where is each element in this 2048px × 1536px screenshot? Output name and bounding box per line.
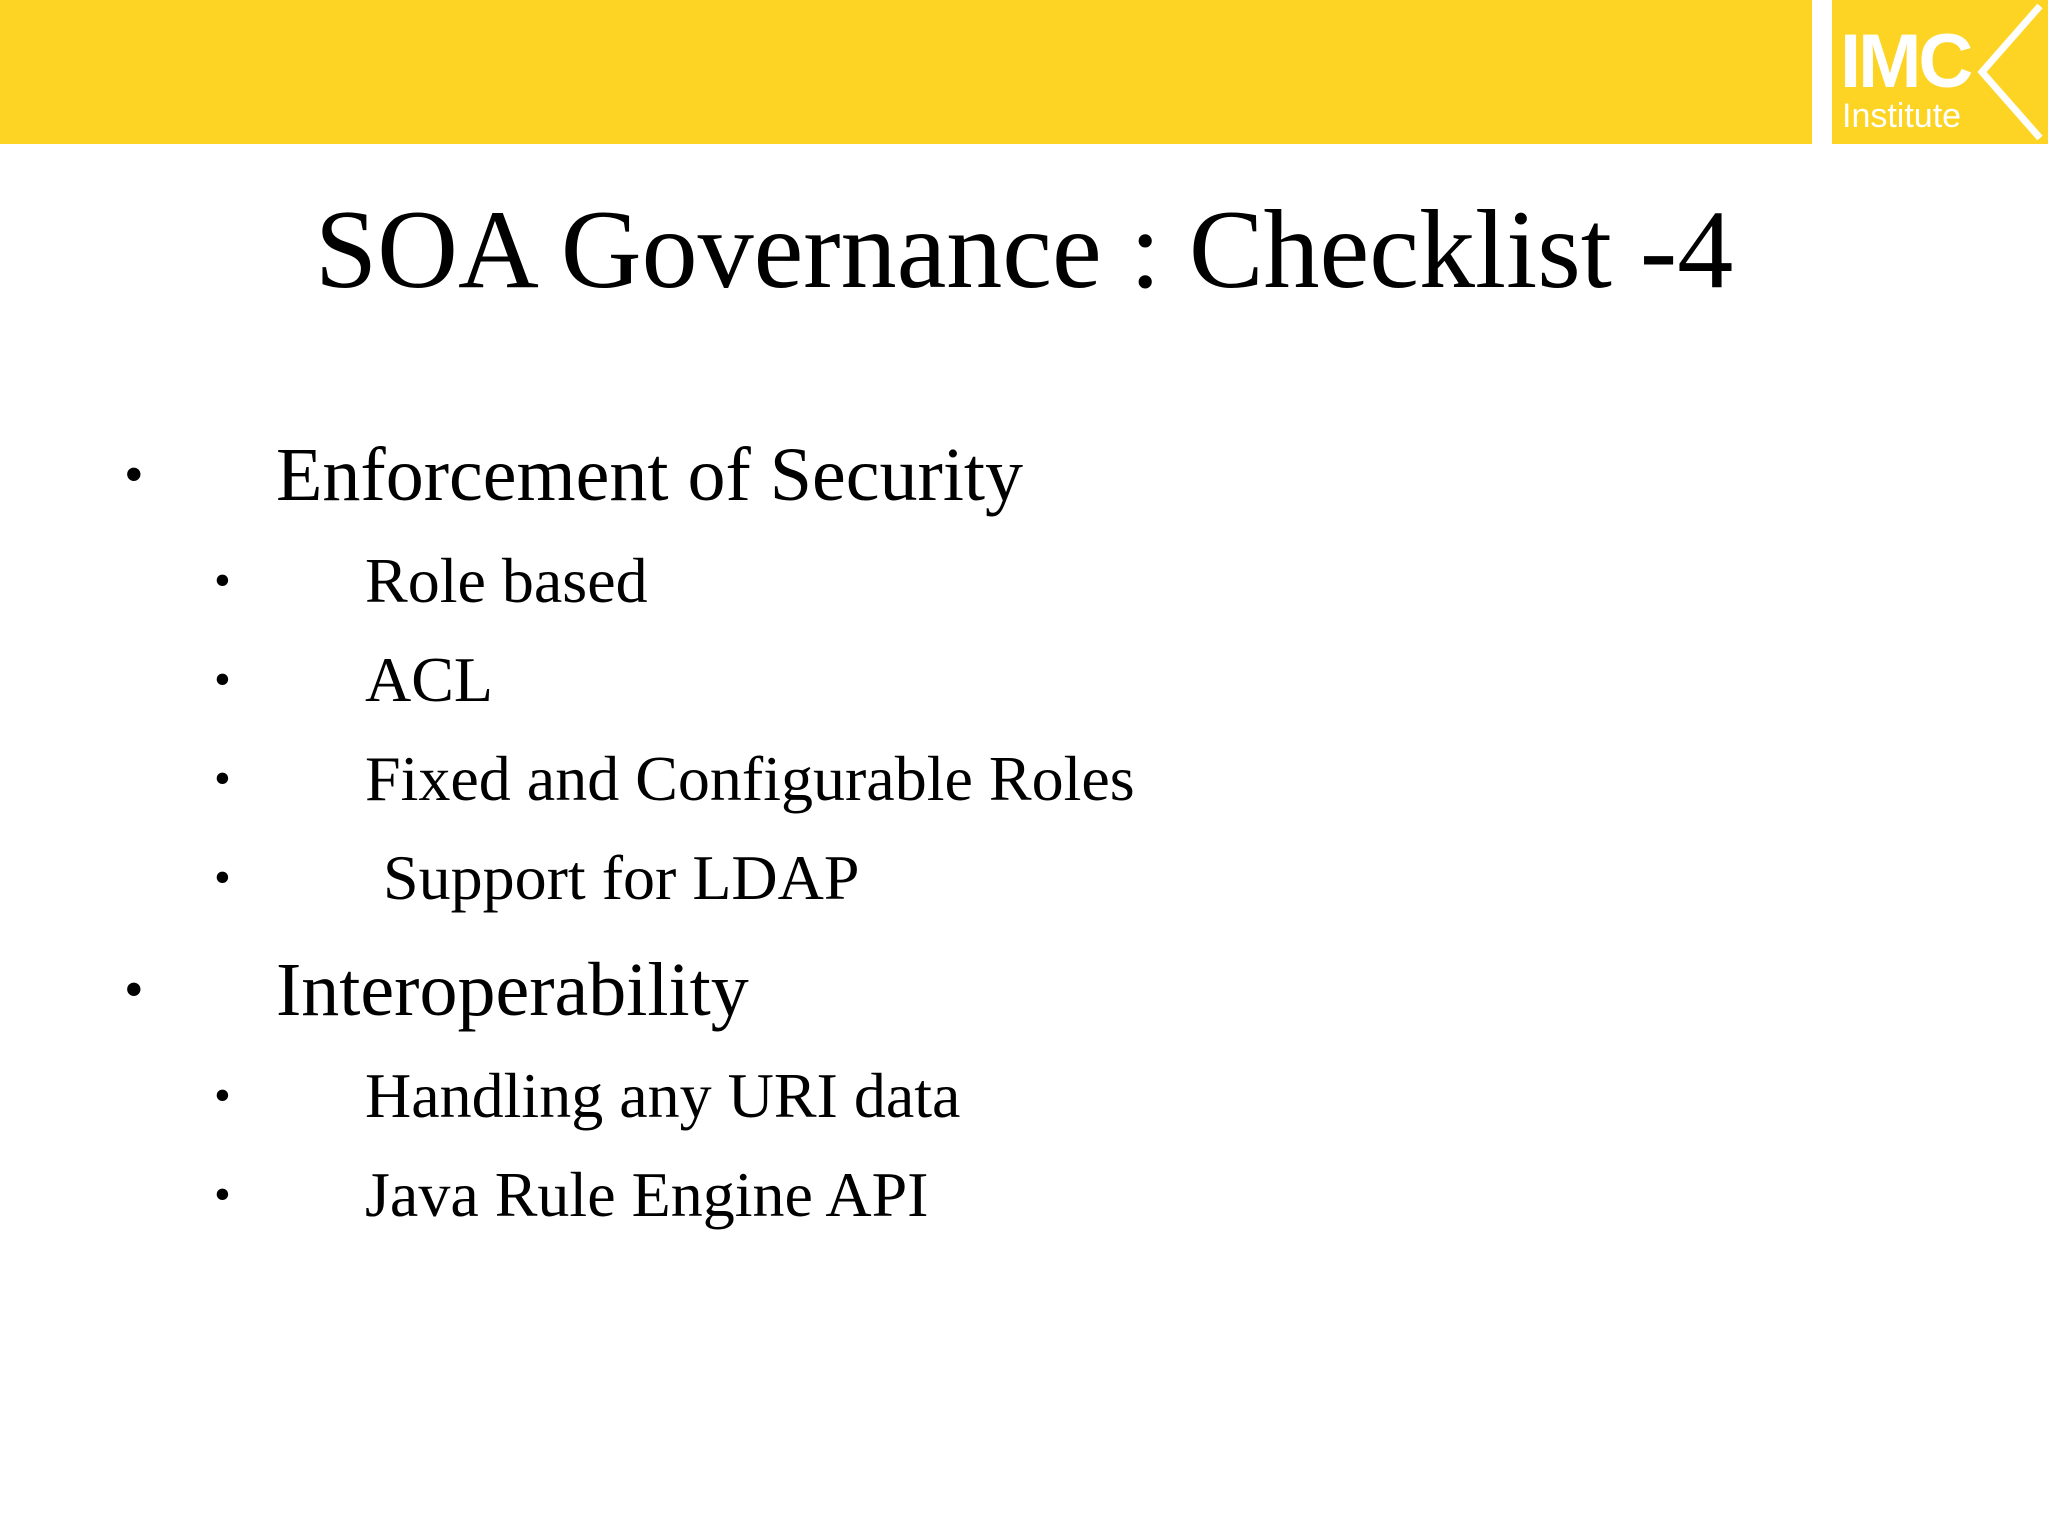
bullet-icon: • — [124, 959, 144, 1021]
bullet-icon: • — [214, 554, 231, 607]
logo-sub-text: Institute — [1842, 97, 1962, 135]
bullet-icon: • — [214, 1168, 231, 1221]
bullet-heading-text: Interoperability — [276, 948, 749, 1032]
bullet-item-text: Fixed and Configurable Roles — [365, 743, 1135, 814]
bullet-icon: • — [214, 653, 231, 706]
logo-main-text: IMC — [1840, 19, 1971, 104]
slide-title: SOA Governance : Checklist -4 — [314, 188, 1734, 312]
bullet-icon: • — [214, 851, 231, 904]
bullet-item-text: Handling any URI data — [365, 1060, 961, 1131]
bullet-heading-text: Enforcement of Security — [276, 433, 1024, 517]
bullet-item-text: Java Rule Engine API — [365, 1159, 929, 1230]
bullet-item-text: Support for LDAP — [383, 842, 860, 913]
bullet-icon: • — [214, 1069, 231, 1122]
bullet-item-text: ACL — [365, 644, 493, 715]
bullet-icon: • — [214, 752, 231, 805]
bullet-item-text: Role based — [365, 545, 648, 616]
bullet-icon: • — [124, 444, 144, 506]
